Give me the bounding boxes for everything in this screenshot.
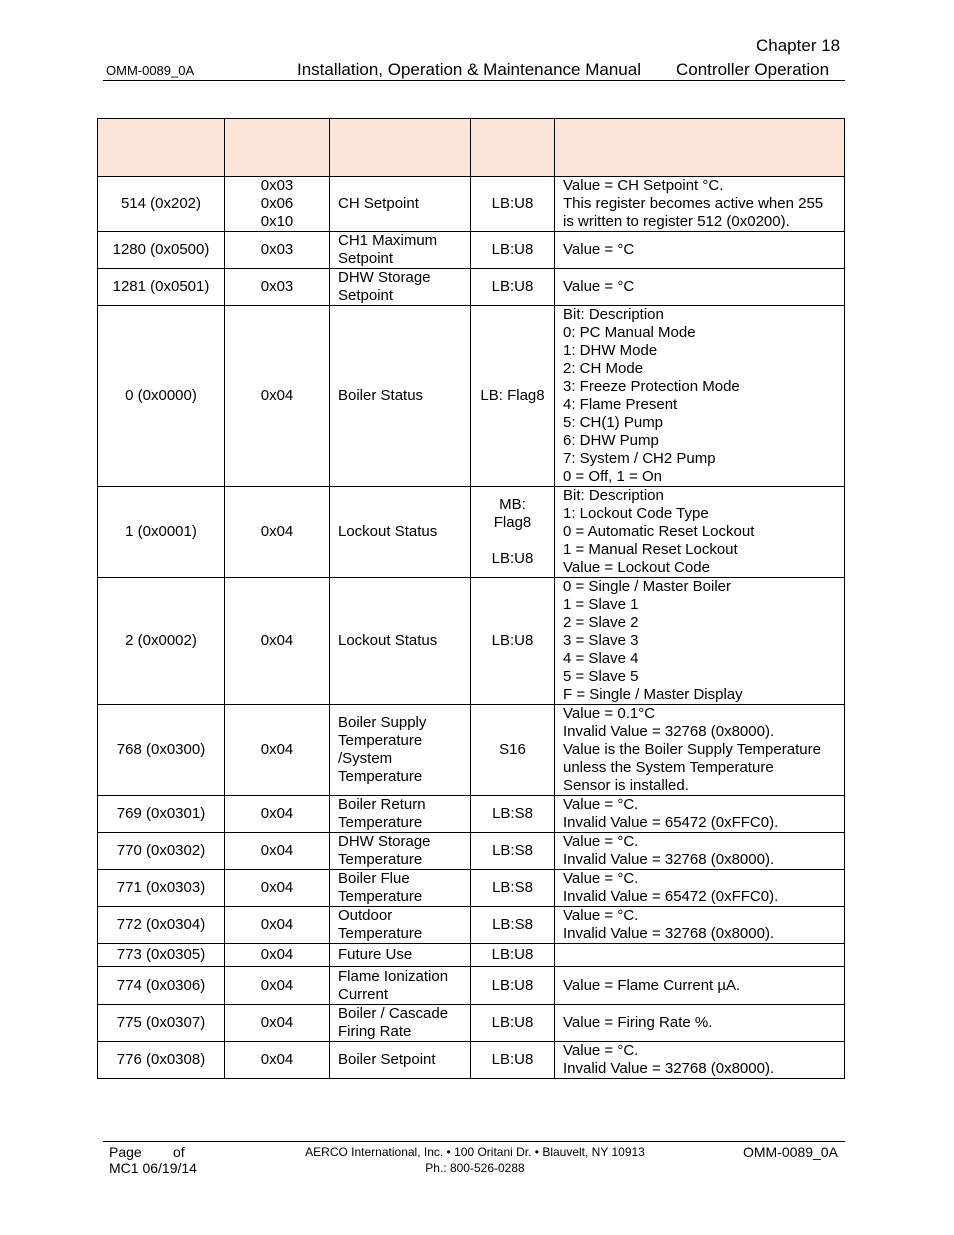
register-address-cell: 774 (0x0306) <box>98 967 225 1005</box>
register-name-cell-line: Temperature <box>338 888 423 905</box>
header-cell <box>330 119 471 177</box>
data-format-cell <box>471 269 555 306</box>
function-code-cell <box>225 944 330 967</box>
data-format-cell <box>471 487 555 578</box>
table-row <box>98 1042 845 1079</box>
function-code-cell-line: 0x04 <box>260 632 294 649</box>
description-cell <box>555 870 845 907</box>
section-title: Controller Operation <box>676 60 830 79</box>
table-row <box>98 269 845 306</box>
register-name-cell-line: DHW Storage <box>338 833 431 850</box>
function-code-cell-line: 0x04 <box>260 387 294 404</box>
modbus-register-table <box>97 118 845 1079</box>
register-name-cell <box>330 705 471 796</box>
register-name-cell <box>330 944 471 967</box>
data-format-cell <box>471 1042 555 1079</box>
description-cell <box>555 944 845 967</box>
data-format-cell-line: LB: Flag8 <box>480 387 545 404</box>
description-cell-line: 2: CH Mode <box>563 360 644 377</box>
header-rule <box>103 80 845 81</box>
description-cell-line: This register becomes active when 255 <box>563 195 824 212</box>
description-cell-line: Value = °C. <box>563 907 639 924</box>
description-cell-line: 5 = Slave 5 <box>563 668 639 685</box>
register-name-cell-line: Lockout Status <box>338 523 438 540</box>
description-cell <box>555 796 845 833</box>
description-cell-line: Invalid Value = 32768 (0x8000). <box>563 851 775 868</box>
description-cell-line: Value = °C <box>563 278 635 295</box>
register-name-cell-line: Flame Ionization <box>338 967 449 985</box>
function-code-cell-line: 0x06 <box>260 195 294 212</box>
register-name-cell-line: Boiler Flue <box>338 870 410 887</box>
function-code-cell-line: 0x10 <box>260 213 294 230</box>
register-name-cell-line: Setpoint <box>338 250 394 267</box>
register-name-cell-line: Firing Rate <box>338 1023 412 1040</box>
data-format-cell-line: Flag8 <box>493 514 532 531</box>
doc-id-footer: OMM-0089_0A <box>743 1144 838 1160</box>
description-cell <box>555 232 845 269</box>
chapter-label: Chapter 18 <box>756 36 841 55</box>
register-name-cell-line: Boiler Setpoint <box>338 1051 436 1068</box>
description-cell-line: 4: Flame Present <box>563 396 678 413</box>
register-address-cell: 775 (0x0307) <box>98 1005 225 1042</box>
register-name-cell-line: Outdoor <box>338 907 393 924</box>
description-cell-line: 0 = Off, 1 = On <box>563 468 662 485</box>
table-header-row <box>98 119 845 177</box>
register-name-cell-line: CH1 Maximum <box>338 232 438 249</box>
description-cell-line: 0: PC Manual Mode <box>563 324 696 341</box>
data-format-cell-line: LB:U8 <box>491 241 534 258</box>
register-address-cell: 770 (0x0302) <box>98 833 225 870</box>
description-cell-line: Value = Lockout Code <box>563 559 710 576</box>
register-address-cell: 1280 (0x0500) <box>98 232 225 269</box>
description-cell-line: Value is the Boiler Supply Temperature <box>563 741 821 758</box>
register-name-cell <box>330 177 471 232</box>
description-cell <box>555 833 845 870</box>
data-format-cell-line: LB:U8 <box>491 976 534 994</box>
data-format-cell-line: LB:U8 <box>491 278 534 295</box>
function-code-cell <box>225 705 330 796</box>
register-name-cell-line: CH Setpoint <box>338 195 419 212</box>
register-name-cell-line: Boiler / Cascade <box>338 1005 449 1022</box>
data-format-cell <box>471 306 555 487</box>
data-format-cell <box>471 578 555 705</box>
description-cell-line: 1: DHW Mode <box>563 342 658 359</box>
function-code-cell-line: 0x03 <box>260 278 294 295</box>
description-cell-line: F = Single / Master Display <box>563 686 743 703</box>
data-format-cell-line: LB:U8 <box>491 1051 534 1068</box>
header-cell <box>98 119 225 177</box>
description-cell-line: Value = CH Setpoint °C. <box>563 177 724 194</box>
description-cell-line: 0 = Single / Master Boiler <box>563 578 731 595</box>
description-cell-line: 3 = Slave 3 <box>563 632 639 649</box>
description-cell-line: Bit: Description <box>563 306 664 323</box>
table-row <box>98 1005 845 1042</box>
register-name-cell-line: Boiler Status <box>338 387 424 404</box>
function-code-cell <box>225 578 330 705</box>
table-row <box>98 833 845 870</box>
description-cell-line: Value = °C. <box>563 870 639 887</box>
register-address-cell: 2 (0x0002) <box>98 578 225 705</box>
description-cell-line: Invalid Value = 32768 (0x8000). <box>563 925 775 942</box>
register-address-cell: 769 (0x0301) <box>98 796 225 833</box>
data-format-cell-line: MB: <box>499 496 526 513</box>
description-cell-line: Value = °C. <box>563 796 639 813</box>
data-format-cell <box>471 967 555 1005</box>
function-code-cell <box>225 907 330 944</box>
data-format-cell <box>471 705 555 796</box>
description-cell-line: Value = Flame Current µA. <box>563 976 741 994</box>
data-format-cell <box>471 796 555 833</box>
company-phone: Ph.: 800-526-0288 <box>425 1161 525 1175</box>
header-cell <box>225 119 330 177</box>
function-code-cell-line: 0x04 <box>260 916 294 933</box>
table-row <box>98 487 845 578</box>
of-label: of <box>173 1144 185 1160</box>
doc-id-header: OMM-0089_0A <box>106 63 195 78</box>
function-code-cell <box>225 833 330 870</box>
description-cell-line: Value = °C <box>563 241 635 258</box>
description-cell-line: 7: System / CH2 Pump <box>563 450 716 467</box>
register-address-cell: 771 (0x0303) <box>98 870 225 907</box>
description-cell-line: 3: Freeze Protection Mode <box>563 378 740 395</box>
data-format-cell <box>471 870 555 907</box>
table-row <box>98 177 845 232</box>
register-name-cell <box>330 870 471 907</box>
description-cell-line: Value = Firing Rate %. <box>563 1014 713 1031</box>
function-code-cell-line: 0x04 <box>260 523 294 540</box>
table-row <box>98 578 845 705</box>
manual-title: Installation, Operation & Maintenance Manual <box>297 60 641 79</box>
table-row <box>98 796 845 833</box>
function-code-cell <box>225 967 330 1005</box>
table-row <box>98 944 845 967</box>
description-cell-line: Value = °C. <box>563 1042 639 1059</box>
description-cell-line: 5: CH(1) Pump <box>563 414 664 431</box>
register-name-cell <box>330 269 471 306</box>
function-code-cell-line: 0x04 <box>260 946 294 963</box>
data-format-cell-line: LB:U8 <box>491 195 534 212</box>
description-cell <box>555 177 845 232</box>
function-code-cell <box>225 1042 330 1079</box>
data-format-cell-line: LB:S8 <box>492 879 533 896</box>
header-cell <box>471 119 555 177</box>
register-name-cell-line: Lockout Status <box>338 632 438 649</box>
function-code-cell-line: 0x04 <box>260 842 294 859</box>
function-code-cell <box>225 232 330 269</box>
description-cell-line: Sensor is installed. <box>563 777 689 794</box>
footer-rule <box>103 1141 845 1142</box>
function-code-cell <box>225 269 330 306</box>
description-cell-line: is written to register 512 (0x0200). <box>563 213 790 230</box>
data-format-cell-line <box>473 532 552 550</box>
register-address-cell: 776 (0x0308) <box>98 1042 225 1079</box>
table-row <box>98 232 845 269</box>
description-cell-line: 1 = Manual Reset Lockout <box>563 541 738 558</box>
description-cell-line: Invalid Value = 32768 (0x8000). <box>563 1060 775 1077</box>
register-address-cell: 772 (0x0304) <box>98 907 225 944</box>
data-format-cell-line: LB:U8 <box>491 1014 534 1031</box>
register-name-cell <box>330 306 471 487</box>
function-code-cell <box>225 796 330 833</box>
register-name-cell-line: Boiler Supply <box>338 714 427 731</box>
register-name-cell <box>330 232 471 269</box>
description-cell <box>555 487 845 578</box>
description-cell <box>555 1005 845 1042</box>
register-name-cell <box>330 833 471 870</box>
function-code-cell-line: 0x04 <box>260 1051 294 1068</box>
data-format-cell <box>471 944 555 967</box>
description-cell <box>555 705 845 796</box>
data-format-cell-line: LB:U8 <box>491 550 534 567</box>
data-format-cell-line: LB:S8 <box>492 842 533 859</box>
function-code-cell <box>225 870 330 907</box>
page-label: Page <box>109 1144 142 1160</box>
register-name-cell-line: Current <box>338 985 389 1003</box>
description-cell <box>555 907 845 944</box>
data-format-cell-line: LB:S8 <box>492 805 533 822</box>
data-format-cell <box>471 177 555 232</box>
company-address: AERCO International, Inc. • 100 Oritani Dr. • Blauvelt, NY 10913 <box>305 1145 645 1159</box>
function-code-cell-line: 0x03 <box>260 177 294 194</box>
register-name-cell-line: Temperature <box>338 925 423 942</box>
table-row <box>98 907 845 944</box>
register-name-cell <box>330 796 471 833</box>
description-cell <box>555 1042 845 1079</box>
register-name-cell-line: Setpoint <box>338 287 394 304</box>
function-code-cell-line: 0x04 <box>260 741 294 758</box>
table-row <box>98 870 845 907</box>
table-row <box>98 705 845 796</box>
description-cell-line: Invalid Value = 65472 (0xFFC0). <box>563 888 779 905</box>
register-name-cell <box>330 1005 471 1042</box>
description-cell-line: 1 = Slave 1 <box>563 596 639 613</box>
data-format-cell <box>471 907 555 944</box>
register-address-cell: 1 (0x0001) <box>98 487 225 578</box>
register-address-cell: 0 (0x0000) <box>98 306 225 487</box>
description-cell-line: Value = °C. <box>563 833 639 850</box>
data-format-cell-line: LB:U8 <box>491 632 534 649</box>
function-code-cell-line: 0x04 <box>260 976 294 994</box>
function-code-cell <box>225 1005 330 1042</box>
description-cell-line: 6: DHW Pump <box>563 432 659 449</box>
register-name-cell <box>330 487 471 578</box>
register-name-cell <box>330 1042 471 1079</box>
function-code-cell-line: 0x04 <box>260 879 294 896</box>
register-address-cell: 773 (0x0305) <box>98 944 225 967</box>
register-address-cell: 1281 (0x0501) <box>98 269 225 306</box>
function-code-cell <box>225 487 330 578</box>
function-code-cell <box>225 177 330 232</box>
register-name-cell <box>330 967 471 1005</box>
revision-label: MC1 06/19/14 <box>109 1160 197 1176</box>
description-cell-line: unless the System Temperature <box>563 759 774 776</box>
register-name-cell <box>330 907 471 944</box>
function-code-cell-line: 0x03 <box>260 241 294 258</box>
register-name-cell-line: Boiler Return <box>338 796 426 813</box>
data-format-cell-line: LB:S8 <box>492 916 533 933</box>
register-name-cell-line: Temperature <box>338 732 423 749</box>
description-cell <box>555 578 845 705</box>
register-name-cell-line: /System <box>338 750 393 767</box>
register-name-cell-line: Future Use <box>338 946 413 963</box>
description-cell-line: 0 = Automatic Reset Lockout <box>563 523 755 540</box>
register-name-cell-line: Temperature <box>338 768 423 785</box>
data-format-cell <box>471 833 555 870</box>
function-code-cell <box>225 306 330 487</box>
register-name-cell-line: DHW Storage <box>338 269 431 286</box>
data-format-cell-line: S16 <box>499 741 526 758</box>
function-code-cell-line: 0x04 <box>260 805 294 822</box>
register-address-cell: 768 (0x0300) <box>98 705 225 796</box>
description-cell-line: Bit: Description <box>563 487 664 504</box>
data-format-cell <box>471 232 555 269</box>
function-code-cell-line: 0x04 <box>260 1014 294 1031</box>
description-cell-line: 1: Lockout Code Type <box>563 505 709 522</box>
header-cell <box>555 119 845 177</box>
table-row <box>98 967 845 1005</box>
description-cell <box>555 967 845 1005</box>
description-cell-line: 4 = Slave 4 <box>563 650 639 667</box>
description-cell-line: Invalid Value = 32768 (0x8000). <box>563 723 775 740</box>
table-row <box>98 306 845 487</box>
description-cell-line: 2 = Slave 2 <box>563 614 639 631</box>
register-address-cell: 514 (0x202) <box>98 177 225 232</box>
description-cell <box>555 306 845 487</box>
register-name-cell <box>330 578 471 705</box>
description-cell-line: Invalid Value = 65472 (0xFFC0). <box>563 814 779 831</box>
register-name-cell-line: Temperature <box>338 814 423 831</box>
data-format-cell <box>471 1005 555 1042</box>
description-cell-line: Value = 0.1°C <box>563 705 656 722</box>
data-format-cell-line: LB:U8 <box>491 946 534 963</box>
register-name-cell-line: Temperature <box>338 851 423 868</box>
description-cell <box>555 269 845 306</box>
